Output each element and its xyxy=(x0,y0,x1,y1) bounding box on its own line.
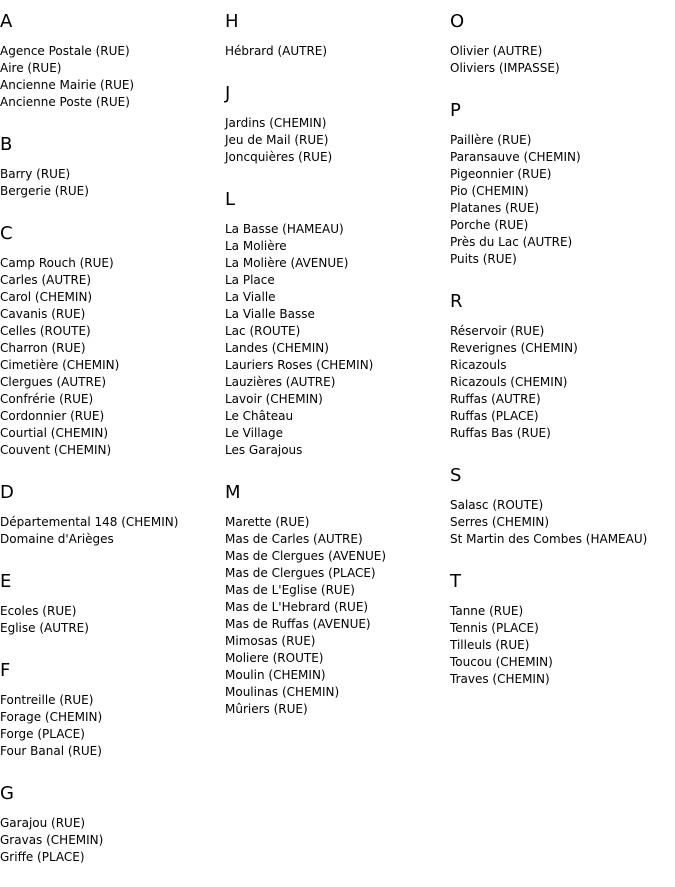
letter-heading: S xyxy=(450,465,462,486)
street-link[interactable]: Lauzières (AUTRE) xyxy=(225,375,336,389)
letter-heading: T xyxy=(450,571,461,592)
street-item xyxy=(225,357,373,374)
street-list xyxy=(0,166,89,200)
street-link[interactable]: Tanne (RUE) xyxy=(450,604,524,618)
street-item xyxy=(0,43,134,60)
street-link[interactable]: Confrérie (RUE) xyxy=(0,392,94,406)
street-item xyxy=(450,374,578,391)
street-link[interactable]: Mas de Ruffas (AVENUE) xyxy=(225,617,371,631)
street-link[interactable]: Celles (ROUTE) xyxy=(0,324,91,338)
street-item xyxy=(0,743,102,760)
street-item xyxy=(0,323,119,340)
street-item xyxy=(0,442,119,459)
letter-heading: P xyxy=(450,100,461,121)
street-item xyxy=(0,306,119,323)
street-link[interactable]: Salasc (ROUTE) xyxy=(450,498,544,512)
street-item xyxy=(0,849,103,866)
street-item xyxy=(0,94,134,111)
street-link[interactable]: Pio (CHEMIN) xyxy=(450,184,529,198)
street-list xyxy=(0,514,178,548)
street-link[interactable]: Tennis (PLACE) xyxy=(450,621,539,635)
street-link[interactable]: Ricazouls xyxy=(450,358,507,372)
street-item xyxy=(450,531,647,548)
street-link[interactable]: Forge (PLACE) xyxy=(0,727,85,741)
street-item xyxy=(225,514,386,531)
street-link[interactable]: Mas de Carles (AUTRE) xyxy=(225,532,363,546)
street-item xyxy=(450,60,560,77)
street-link[interactable]: Eglise (AUTRE) xyxy=(0,621,89,635)
street-link[interactable]: La Place xyxy=(225,273,275,287)
street-item xyxy=(0,408,119,425)
street-item xyxy=(225,149,332,166)
street-item xyxy=(225,374,373,391)
street-item xyxy=(225,442,373,459)
street-list xyxy=(0,43,134,111)
street-item xyxy=(225,667,386,684)
street-item xyxy=(0,709,102,726)
street-item xyxy=(0,603,89,620)
street-item xyxy=(0,77,134,94)
street-link[interactable]: Ecoles (RUE) xyxy=(0,604,77,618)
street-list xyxy=(225,514,386,718)
street-link[interactable]: La Molière xyxy=(225,239,287,253)
street-list xyxy=(225,43,327,60)
street-item xyxy=(450,514,647,531)
street-link[interactable]: Aire (RUE) xyxy=(0,61,62,75)
street-link[interactable]: Courtial (CHEMIN) xyxy=(0,426,109,440)
street-link[interactable]: Mas de Clergues (PLACE) xyxy=(225,566,376,580)
street-link[interactable]: Platanes (RUE) xyxy=(450,201,540,215)
street-item xyxy=(225,425,373,442)
street-link[interactable]: Tilleuls (RUE) xyxy=(450,638,530,652)
street-item xyxy=(0,620,89,637)
street-link[interactable]: Marette (RUE) xyxy=(225,515,310,529)
street-list xyxy=(450,603,553,688)
street-list xyxy=(0,255,119,459)
street-item xyxy=(450,620,553,637)
street-item xyxy=(225,323,373,340)
street-link[interactable]: St Martin des Combes (HAMEAU) xyxy=(450,532,648,546)
letter-heading: G xyxy=(0,783,14,804)
street-link[interactable]: Carles (AUTRE) xyxy=(0,273,92,287)
street-link[interactable]: Oliviers (IMPASSE) xyxy=(450,61,560,75)
street-item xyxy=(225,238,373,255)
street-item xyxy=(0,374,119,391)
street-link[interactable]: Ruffas Bas (RUE) xyxy=(450,426,551,440)
street-link[interactable]: Gravas (CHEMIN) xyxy=(0,833,104,847)
street-link[interactable]: Four Banal (RUE) xyxy=(0,744,102,758)
street-item xyxy=(225,531,386,548)
street-item xyxy=(225,391,373,408)
street-item xyxy=(450,166,581,183)
street-link[interactable]: Carol (CHEMIN) xyxy=(0,290,93,304)
street-link[interactable]: Pigeonnier (RUE) xyxy=(450,167,552,181)
street-link[interactable]: Moulin (CHEMIN) xyxy=(225,668,326,682)
street-link[interactable]: Moulinas (CHEMIN) xyxy=(225,685,340,699)
street-item xyxy=(225,408,373,425)
street-link[interactable]: Couvent (CHEMIN) xyxy=(0,443,112,457)
street-link[interactable]: Garajou (RUE) xyxy=(0,816,86,830)
letter-heading: B xyxy=(0,134,13,155)
street-item xyxy=(0,514,178,531)
street-item xyxy=(0,425,119,442)
street-link[interactable]: Cavanis (RUE) xyxy=(0,307,86,321)
street-link[interactable]: Ruffas (PLACE) xyxy=(450,409,539,423)
street-link[interactable]: Reverignes (CHEMIN) xyxy=(450,341,578,355)
street-item xyxy=(225,306,373,323)
street-item xyxy=(450,323,578,340)
street-item xyxy=(450,654,553,671)
street-item xyxy=(225,599,386,616)
street-item xyxy=(225,650,386,667)
street-item xyxy=(450,497,647,514)
street-link[interactable]: Mûriers (RUE) xyxy=(225,702,308,716)
street-list xyxy=(0,692,102,760)
street-item xyxy=(225,701,386,718)
street-list xyxy=(450,323,578,442)
street-link[interactable]: La Basse (HAMEAU) xyxy=(225,222,344,236)
letter-heading: E xyxy=(0,571,12,592)
street-list xyxy=(0,815,103,866)
street-item xyxy=(225,565,386,582)
street-link[interactable]: Jardins (CHEMIN) xyxy=(225,116,327,130)
street-item xyxy=(225,289,373,306)
street-link[interactable]: Près du Lac (AUTRE) xyxy=(450,235,573,249)
letter-heading: L xyxy=(225,189,236,210)
street-item xyxy=(225,272,373,289)
street-link[interactable]: Ruffas (AUTRE) xyxy=(450,392,541,406)
street-link[interactable]: Joncquières (RUE) xyxy=(225,150,333,164)
street-link[interactable]: Toucou (CHEMIN) xyxy=(450,655,553,669)
street-item xyxy=(0,391,119,408)
street-item xyxy=(450,603,553,620)
street-link[interactable]: Fontreille (RUE) xyxy=(0,693,94,707)
street-list xyxy=(450,132,581,268)
street-item xyxy=(450,671,553,688)
street-link[interactable]: Mas de Clergues (AVENUE) xyxy=(225,549,387,563)
street-link[interactable]: Mimosas (RUE) xyxy=(225,634,316,648)
street-link[interactable]: Lavoir (CHEMIN) xyxy=(225,392,323,406)
street-link[interactable]: Les Garajous xyxy=(225,443,303,457)
street-link[interactable]: Hébrard (AUTRE) xyxy=(225,44,328,58)
street-item xyxy=(0,815,103,832)
street-item xyxy=(450,340,578,357)
street-link[interactable]: Départemental 148 (CHEMIN) xyxy=(0,515,179,529)
street-item xyxy=(0,340,119,357)
street-link[interactable]: Jeu de Mail (RUE) xyxy=(225,133,329,147)
street-item xyxy=(0,531,178,548)
street-link[interactable]: Agence Postale (RUE) xyxy=(0,44,130,58)
letter-heading: J xyxy=(225,83,231,104)
street-item xyxy=(450,408,578,425)
letter-heading: C xyxy=(0,223,13,244)
letter-heading: F xyxy=(0,660,11,681)
street-link[interactable]: Puits (RUE) xyxy=(450,252,517,266)
street-link[interactable]: Cordonnier (RUE) xyxy=(0,409,105,423)
street-link[interactable]: Paillère (RUE) xyxy=(450,133,532,147)
street-item xyxy=(225,115,332,132)
letter-heading: D xyxy=(0,482,14,503)
street-link[interactable]: Ancienne Mairie (RUE) xyxy=(0,78,135,92)
street-item xyxy=(450,234,581,251)
street-link[interactable]: Le Village xyxy=(225,426,283,440)
street-item xyxy=(450,217,581,234)
street-link[interactable]: Camp Rouch (RUE) xyxy=(0,256,114,270)
street-item xyxy=(225,255,373,272)
letter-heading: M xyxy=(225,482,241,503)
street-link[interactable]: Barry (RUE) xyxy=(0,167,71,181)
street-link[interactable]: Griffe (PLACE) xyxy=(0,850,85,864)
street-link[interactable]: Cimetière (CHEMIN) xyxy=(0,358,120,372)
letter-heading: R xyxy=(450,291,463,312)
street-link[interactable]: Le Château xyxy=(225,409,294,423)
street-item xyxy=(225,633,386,650)
street-item xyxy=(450,149,581,166)
street-list xyxy=(450,43,560,77)
street-link[interactable]: Ancienne Poste (RUE) xyxy=(0,95,130,109)
street-item xyxy=(225,221,373,238)
street-list xyxy=(0,603,89,637)
street-item xyxy=(225,582,386,599)
street-item xyxy=(450,43,560,60)
letter-heading: H xyxy=(225,11,239,32)
street-item xyxy=(450,391,578,408)
street-link[interactable]: Serres (CHEMIN) xyxy=(450,515,550,529)
street-item xyxy=(225,43,327,60)
street-item xyxy=(450,425,578,442)
street-item xyxy=(225,548,386,565)
street-link[interactable]: La Molière (AVENUE) xyxy=(225,256,349,270)
street-link[interactable]: Lac (ROUTE) xyxy=(225,324,301,338)
street-item xyxy=(0,832,103,849)
street-item xyxy=(0,166,89,183)
street-link[interactable]: La Vialle Basse xyxy=(225,307,315,321)
street-item xyxy=(225,684,386,701)
street-item xyxy=(0,60,134,77)
letter-heading: O xyxy=(450,11,465,32)
street-link[interactable]: Clergues (AUTRE) xyxy=(0,375,107,389)
street-link[interactable]: Réservoir (RUE) xyxy=(450,324,545,338)
street-list xyxy=(225,115,332,166)
street-item xyxy=(450,357,578,374)
street-link[interactable]: Domaine d'Arièges xyxy=(0,532,114,546)
street-item xyxy=(0,183,89,200)
street-link[interactable]: Paransauve (CHEMIN) xyxy=(450,150,581,164)
street-list xyxy=(450,497,647,548)
street-item xyxy=(225,132,332,149)
street-item xyxy=(450,200,581,217)
street-item xyxy=(0,289,119,306)
street-link[interactable]: Olivier (AUTRE) xyxy=(450,44,543,58)
street-link[interactable]: Charron (RUE) xyxy=(0,341,86,355)
street-link[interactable]: Landes (CHEMIN) xyxy=(225,341,329,355)
street-item xyxy=(225,340,373,357)
street-item xyxy=(0,255,119,272)
street-item xyxy=(225,616,386,633)
street-link[interactable]: Traves (CHEMIN) xyxy=(450,672,550,686)
street-link[interactable]: Porche (RUE) xyxy=(450,218,529,232)
street-item xyxy=(0,357,119,374)
street-link[interactable]: Ricazouls (CHEMIN) xyxy=(450,375,568,389)
street-item xyxy=(0,692,102,709)
street-link[interactable]: Moliere (ROUTE) xyxy=(225,651,324,665)
street-link[interactable]: Forage (CHEMIN) xyxy=(0,710,103,724)
street-item xyxy=(0,272,119,289)
street-item xyxy=(450,251,581,268)
street-item xyxy=(450,132,581,149)
street-item xyxy=(0,726,102,743)
street-link[interactable]: Mas de L'Eglise (RUE) xyxy=(225,583,355,597)
street-link[interactable]: La Vialle xyxy=(225,290,276,304)
street-item xyxy=(450,183,581,200)
street-link[interactable]: Bergerie (RUE) xyxy=(0,184,89,198)
street-list xyxy=(225,221,373,459)
street-link[interactable]: Mas de L'Hebrard (RUE) xyxy=(225,600,369,614)
letter-heading: A xyxy=(0,11,13,32)
street-link[interactable]: Lauriers Roses (CHEMIN) xyxy=(225,358,374,372)
street-item xyxy=(450,637,553,654)
